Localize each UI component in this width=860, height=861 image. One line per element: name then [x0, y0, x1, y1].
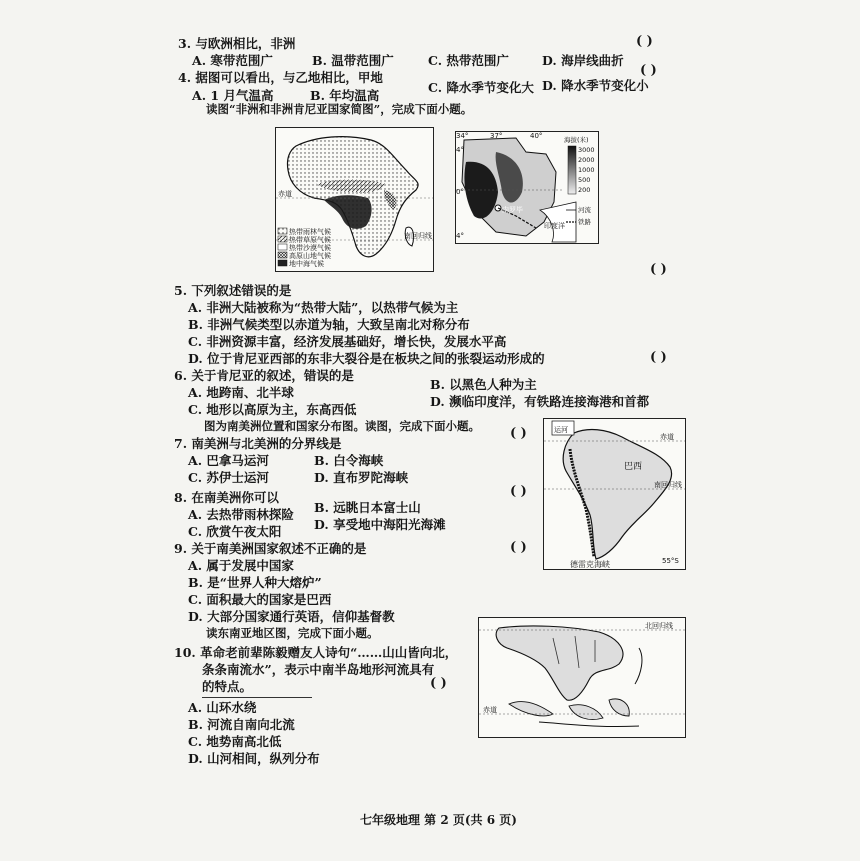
- q10-answer-paren[interactable]: ( ): [430, 676, 447, 691]
- intro-southeast-asia: 读东南亚地区图，完成下面小题。: [206, 626, 379, 640]
- rainforest-region: [324, 195, 372, 229]
- q9-stem: 9. 关于南美洲国家叙述不正确的是: [174, 541, 367, 556]
- q9-option-b: B. 是“世界人种大熔炉”: [188, 575, 322, 590]
- q8-stem: 8. 在南美洲你可以: [174, 490, 279, 505]
- kenya-elev-title: 海拔(米): [564, 136, 589, 144]
- q9-option-c: C. 面积最大的国家是巴西: [188, 592, 332, 607]
- q7-option-b: B. 白令海峡: [314, 453, 384, 468]
- kenya-sea-label: 印度洋: [544, 222, 565, 230]
- africa-legend-3: 热带沙漠气候: [289, 244, 331, 252]
- kenya-map: [455, 131, 599, 244]
- q9-option-d: D. 大部分国家通行英语，信仰基督教: [188, 609, 395, 624]
- q8-option-c: C. 欣赏午夜太阳: [188, 524, 282, 539]
- q8-option-b: B. 远眺日本富士山: [314, 500, 421, 515]
- q3-answer-paren[interactable]: ( ): [636, 34, 653, 49]
- q3-option-a: A. 寒带范围广: [192, 53, 273, 68]
- q7-stem: 7. 南美洲与北美洲的分界线是: [174, 436, 342, 451]
- intro-africa: 读图“非洲和非洲肯尼亚国家简图”，完成下面小题。: [206, 102, 473, 116]
- africa-climate-map: [275, 127, 434, 272]
- q10-stem-line1: 10. 革命老前辈陈毅赠友人诗句“……山山皆向北，: [174, 645, 458, 660]
- q8-option-a: A. 去热带雨林探险: [188, 507, 294, 522]
- q6-option-c: C. 地形以高原为主，东高西低: [188, 402, 357, 417]
- q5-stem: 5. 下列叙述错误的是: [174, 283, 292, 298]
- q7-answer-paren[interactable]: ( ): [510, 426, 527, 441]
- kenya-lon-1: 34°: [456, 132, 469, 140]
- q7-option-c: C. 苏伊士运河: [188, 470, 269, 485]
- sea-equator-label: 赤道: [483, 706, 497, 714]
- q9-option-a: A. 属于发展中国家: [188, 558, 294, 573]
- kenya-capital-label: 内罗毕: [502, 206, 523, 214]
- q4-option-b: B. 年均温高: [310, 88, 380, 103]
- sea-tropic-label: 北回归线: [645, 622, 673, 630]
- q6-option-a: A. 地跨南、北半球: [188, 385, 294, 400]
- africa-legend-5: 地中海气候: [289, 260, 324, 268]
- q6-option-d: D. 濒临印度洋，有铁路连接海港和首都: [430, 394, 650, 409]
- kenya-lon-3: 40°: [530, 132, 543, 140]
- q10-option-d: D. 山河相间，纵列分布: [188, 751, 320, 766]
- q4-stem: 4. 据图可以看出，与乙地相比，甲地: [178, 70, 383, 85]
- kenya-lat-1: 4°: [456, 146, 464, 154]
- q3-option-c: C. 热带范围广: [428, 53, 509, 68]
- q10-stem-line2: 条条南流水”，表示中南半岛地形河流具有: [202, 662, 435, 677]
- africa-legend-1: 热带雨林气候: [289, 228, 331, 236]
- q10-option-a: A. 山环水绕: [188, 700, 257, 715]
- elev-tick-3: 1000: [578, 166, 595, 174]
- africa-legend: [278, 227, 331, 268]
- sa-lat-label: 55°S: [662, 557, 679, 565]
- south-america-outline: [563, 430, 671, 559]
- q5-option-a: A. 非洲大陆被称为“热带大陆”，以热带气候为主: [188, 300, 459, 315]
- kenya-lat-2: 0°: [456, 188, 464, 196]
- q5-answer-paren[interactable]: ( ): [650, 262, 667, 277]
- intro-south-america: 图为南美洲位置和国家分布图。读图，完成下面小题。: [204, 419, 480, 433]
- q10-option-c: C. 地势南高北低: [188, 734, 282, 749]
- sa-canal-label: 运河: [554, 426, 568, 434]
- q4-option-d: D. 降水季节变化小: [542, 78, 649, 93]
- q3-option-b: B. 温带范围广: [312, 53, 394, 68]
- q6-option-b: B. 以黑色人种为主: [430, 377, 537, 392]
- q7-option-d: D. 直布罗陀海峡: [314, 470, 409, 485]
- elev-tick-5: 200: [578, 186, 591, 194]
- q4-answer-paren[interactable]: ( ): [640, 63, 657, 78]
- sa-country-brazil: 巴西: [624, 462, 643, 472]
- kenya-legend-river: 河流: [578, 206, 591, 214]
- q4-option-c: C. 降水季节变化大: [428, 80, 534, 95]
- q7-option-a: A. 巴拿马运河: [188, 453, 269, 468]
- sa-equator-label: 赤道: [660, 433, 674, 441]
- kenya-lat-3: 4°: [456, 232, 464, 240]
- africa-legend-2: 热带草原气候: [289, 236, 331, 244]
- kenya-lon-2: 37°: [490, 132, 503, 140]
- elev-tick-4: 500: [578, 176, 591, 184]
- sa-strait-label: 德雷克海峡: [570, 560, 610, 569]
- q3-option-d: D. 海岸线曲折: [542, 53, 624, 68]
- q4-option-a: A. 1 月气温高: [192, 88, 274, 103]
- q10-option-b: B. 河流自南向北流: [188, 717, 295, 732]
- kenya-legend-rail: 铁路: [578, 218, 591, 226]
- q10-stem-line3: 的特点。: [202, 679, 253, 694]
- q3-stem: 3. 与欧洲相比，非洲: [178, 36, 296, 51]
- page-footer: 七年级地理 第 2 页(共 6 页): [360, 813, 517, 827]
- elevation-scale: [568, 146, 576, 194]
- q10-divider: [202, 697, 312, 698]
- southeast-asia-map: [478, 617, 686, 738]
- q8-option-d: D. 享受地中海阳光海滩: [314, 517, 446, 532]
- sa-tropic-label: 南回归线: [654, 481, 682, 489]
- elev-tick-2: 2000: [578, 156, 595, 164]
- q5-option-c: C. 非洲资源丰富，经济发展基础好，增长快，发展水平高: [188, 334, 507, 349]
- q6-stem: 6. 关于肯尼亚的叙述，错误的是: [174, 368, 354, 383]
- africa-equator-label: 赤道: [278, 190, 292, 198]
- q9-answer-paren[interactable]: ( ): [510, 540, 527, 555]
- indochina-peninsula: [496, 626, 623, 700]
- elev-tick-1: 3000: [578, 146, 595, 154]
- q5-option-b: B. 非洲气候类型以赤道为轴，大致呈南北对称分布: [188, 317, 470, 332]
- africa-legend-4: 高原山地气候: [289, 252, 331, 260]
- south-america-map: [543, 418, 686, 570]
- africa-tropic-label: 南回归线: [404, 232, 432, 240]
- q5-option-d: D. 位于肯尼亚西部的东非大裂谷是在板块之间的张裂运动形成的: [188, 351, 545, 366]
- q8-answer-paren[interactable]: ( ): [510, 484, 527, 499]
- q6-answer-paren[interactable]: ( ): [650, 350, 667, 365]
